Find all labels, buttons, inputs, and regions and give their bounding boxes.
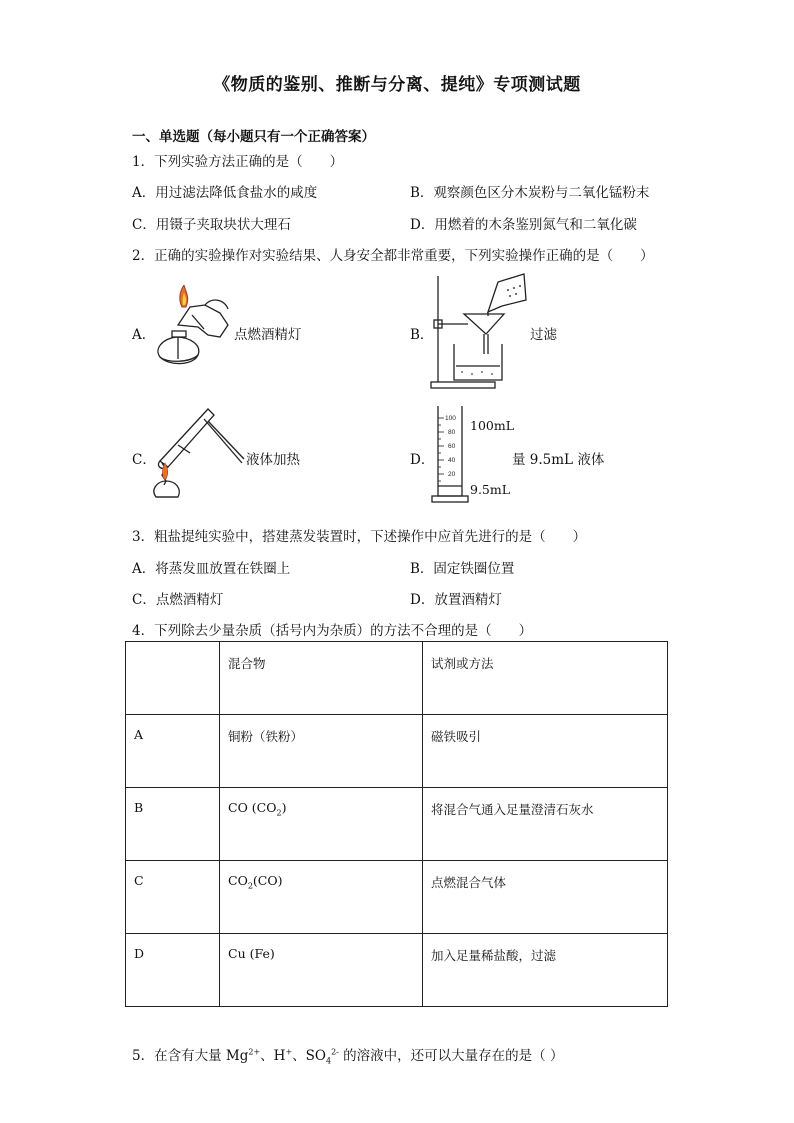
question-4-stem: 4．下列除去少量杂质（括号内为杂质）的方法不合理的是（ ） (132, 623, 533, 639)
q2-option-b-letter: B． (410, 327, 434, 343)
question-1-stem: 1．下列实验方法正确的是（ ） (132, 154, 344, 170)
table-cell-mixture: $CO_2(CO)$ (220, 861, 423, 934)
table-row (126, 934, 668, 1007)
cylinder-tick-label: 100 (445, 415, 456, 422)
section-heading: 一、单选题（每小题只有一个正确答案） (132, 129, 375, 145)
cylinder-tick-label: 20 (448, 471, 456, 478)
q3-option-c: C．点燃酒精灯 (132, 592, 224, 608)
question-5-stem: 5．在含有大量 $Mg^{2+}$、H+、$SO_4^{2-}$ 的溶液中，还可以大量存在的是（ ） (132, 1047, 564, 1066)
table-header-row (126, 642, 668, 715)
q3-option-b: B．固定铁圈位置 (410, 561, 515, 577)
question-3-stem: 3．粗盐提纯实验中，搭建蒸发装置时，下述操作中应首先进行的是（ ） (132, 529, 587, 545)
filtration-setup-figure (428, 272, 528, 390)
cylinder-volume-label: 9.5mL (470, 482, 511, 497)
table-cell-key: A (126, 715, 220, 788)
table-cell-key: B (126, 788, 220, 861)
q2-option-d-label: 量 9.5mL 液体 (512, 452, 605, 468)
table-cell-mixture: Cu (Fe) (220, 934, 423, 1007)
q2-option-d-letter: D． (410, 452, 435, 468)
cylinder-tick-label: 40 (448, 457, 456, 464)
table-cell-mixture: CO $(CO_2)$ (220, 788, 423, 861)
table-row (126, 788, 668, 861)
q3-option-a: A．将蒸发皿放置在铁圈上 (132, 561, 291, 577)
table-header-cell: 试剂或方法 (423, 642, 668, 715)
liquid-heating-figure (150, 405, 245, 500)
q2-option-a-label: 点燃酒精灯 (234, 327, 302, 343)
table-header-cell: 混合物 (220, 642, 423, 715)
q1-option-d: D．用燃着的木条鉴别氮气和二氧化碳 (410, 217, 637, 233)
q1-option-c: C．用镊子夹取块状大理石 (132, 217, 291, 233)
table-cell-method: 加入足量稀盐酸，过滤 (423, 934, 668, 1007)
question-2-stem: 2．正确的实验操作对实验结果、人身安全都非常重要，下列实验操作正确的是（ ） (132, 248, 654, 264)
q1-option-a: A．用过滤法降低食盐水的咸度 (132, 185, 318, 201)
table-row (126, 861, 668, 934)
q2-option-c-letter: C． (132, 452, 156, 468)
cylinder-tick-label: 80 (448, 429, 456, 436)
alcohol-lamp-lighting-figure (150, 285, 235, 377)
q2-option-c-label: 液体加热 (246, 452, 300, 468)
q2-option-a-letter: A． (132, 327, 156, 343)
q3-option-d: D．放置酒精灯 (410, 592, 502, 608)
cylinder-tick-label: 60 (448, 443, 456, 450)
table-cell-method: 磁铁吸引 (423, 715, 668, 788)
cylinder-capacity-label: 100mL (470, 418, 515, 433)
table-header-cell (126, 642, 220, 715)
table-cell-method: 将混合气通入足量澄清石灰水 (423, 788, 668, 861)
impurity-removal-table (125, 641, 668, 1007)
q1-option-b: B．观察颜色区分木炭粉与二氧化锰粉末 (410, 185, 650, 201)
table-cell-key: D (126, 934, 220, 1007)
table-cell-key: C (126, 861, 220, 934)
table-row (126, 715, 668, 788)
table-cell-method: 点燃混合气体 (423, 861, 668, 934)
page-title: 《物质的鉴别、推断与分离、提纯》专项测试题 (213, 75, 581, 95)
q2-option-b-label: 过滤 (530, 327, 557, 343)
table-cell-mixture: 铜粉（铁粉） (220, 715, 423, 788)
